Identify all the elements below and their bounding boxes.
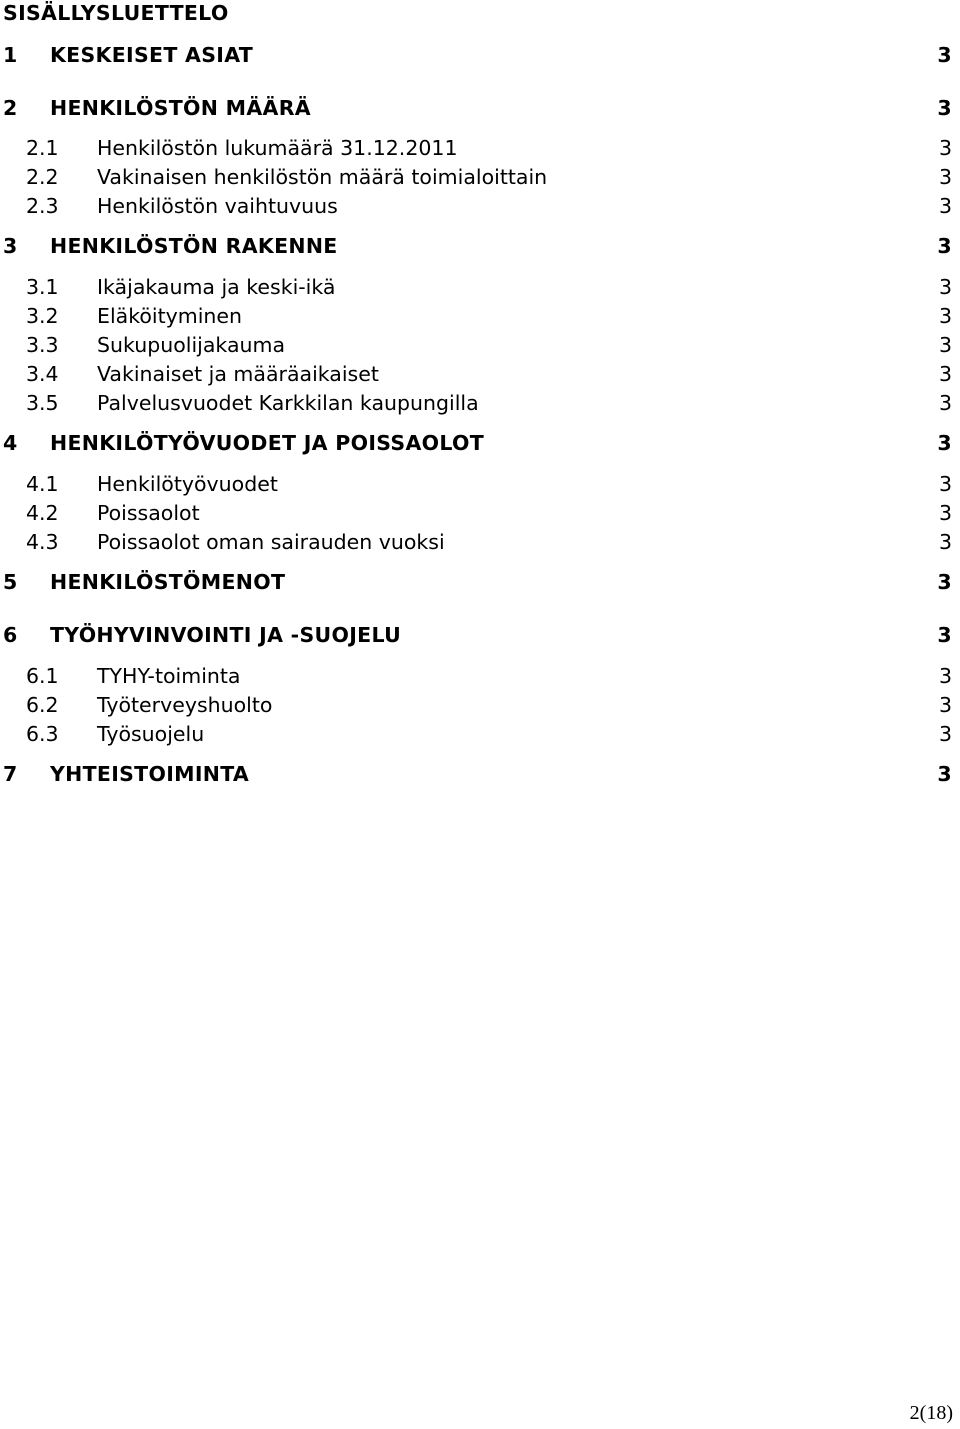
toc-entry-page: 3 [938,391,952,415]
toc-entry[interactable] [0,359,960,389]
toc-entry-page: 3 [938,693,952,717]
toc-entry-label: Vakinaisen henkilöstön määrä toimialoittain [97,165,548,189]
toc-entry-page: 3 [938,472,952,496]
toc-entry[interactable] [0,527,960,557]
toc-entry-page: 3 [937,43,952,67]
toc-entry-page: 3 [938,530,952,554]
toc-entry-label: Poissaolot [97,501,200,525]
toc-entry-number: 3.4 [26,362,59,386]
toc-entry-label: KESKEISET ASIAT [50,43,254,67]
toc-entry[interactable] [0,620,960,650]
toc-entry-label: HENKILÖSTÖMENOT [50,570,286,594]
toc-entry-number: 3 [3,234,18,258]
toc-entry[interactable] [0,231,960,261]
toc-title: SISÄLLYSLUETTELO [3,1,229,25]
toc-entry-label: HENKILÖSTÖN RAKENNE [50,234,338,258]
toc-entry-label: HENKILÖTYÖVUODET JA POISSAOLOT [50,431,484,455]
toc-entry[interactable] [0,272,960,302]
page-number: 2(18) [909,1402,953,1424]
toc-entry-number: 3.5 [26,391,59,415]
toc-entry[interactable] [0,162,960,192]
toc-entry-page: 3 [938,275,952,299]
toc-entry-label: YHTEISTOIMINTA [50,762,250,786]
toc-entry-page: 3 [937,96,952,120]
toc-entry[interactable] [0,133,960,163]
toc-entry-number: 2.3 [26,194,59,218]
toc-entry-page: 3 [937,431,952,455]
toc-entry-number: 3.1 [26,275,59,299]
toc-entry-number: 6 [3,623,18,647]
toc-entry-number: 2.1 [26,136,59,160]
toc-entry-page: 3 [938,304,952,328]
toc-entry-number: 5 [3,570,18,594]
toc-entry-page: 3 [938,194,952,218]
toc-entry-number: 4.2 [26,501,59,525]
toc-entry-number: 7 [3,762,18,786]
toc-entry-label: Eläköityminen [97,304,243,328]
toc-entry[interactable] [0,330,960,360]
toc-entry[interactable] [0,567,960,597]
toc-entry-number: 3.2 [26,304,59,328]
toc-entry[interactable] [0,469,960,499]
toc-entry-number: 3.3 [26,333,59,357]
toc-entry-label: Työsuojelu [97,722,205,746]
toc-entry-label: HENKILÖSTÖN MÄÄRÄ [50,96,311,120]
toc-entry-label: Sukupuolijakauma [97,333,286,357]
toc-entry-page: 3 [938,722,952,746]
toc-entry[interactable] [0,388,960,418]
toc-entry-label: Henkilöstön lukumäärä 31.12.2011 [97,136,458,160]
toc-entry-label: Palvelusvuodet Karkkilan kaupungilla [97,391,479,415]
toc-entry-page: 3 [938,501,952,525]
toc-entry[interactable] [0,191,960,221]
toc-entry[interactable] [0,428,960,458]
toc-entry-page: 3 [937,623,952,647]
toc-entry[interactable] [0,40,960,70]
toc-entry-label: TYHY-toiminta [97,664,241,688]
toc-entry[interactable] [0,93,960,123]
toc-entry-label: Henkilötyövuodet [97,472,278,496]
toc-entry-number: 6.1 [26,664,59,688]
toc-entry[interactable] [0,690,960,720]
toc-entry-page: 3 [938,362,952,386]
toc-entry[interactable] [0,498,960,528]
toc-entry-page: 3 [938,165,952,189]
toc-entry-number: 4.1 [26,472,59,496]
toc-entry-label: Työterveyshuolto [97,693,273,717]
toc-entry-label: Poissaolot oman sairauden vuoksi [97,530,445,554]
toc-entry-label: TYÖHYVINVOINTI JA -SUOJELU [50,623,402,647]
toc-entry-page: 3 [938,333,952,357]
toc-entry-page: 3 [937,234,952,258]
toc-entry[interactable] [0,661,960,691]
toc-entry[interactable] [0,719,960,749]
toc-entry-number: 6.3 [26,722,59,746]
toc-entry-label: Vakinaiset ja määräaikaiset [97,362,379,386]
toc-entry-label: Henkilöstön vaihtuvuus [97,194,338,218]
toc-entry-number: 4.3 [26,530,59,554]
toc-entry[interactable] [0,301,960,331]
toc-entry-page: 3 [937,570,952,594]
toc-entry-number: 2 [3,96,18,120]
toc-entry[interactable] [0,759,960,789]
toc-entry-number: 6.2 [26,693,59,717]
toc-entry-page: 3 [938,664,952,688]
toc-entry-number: 1 [3,43,18,67]
toc-entry-label: Ikäjakauma ja keski-ikä [97,275,336,299]
toc-entry-page: 3 [937,762,952,786]
toc-entry-page: 3 [938,136,952,160]
toc-entry-number: 2.2 [26,165,59,189]
toc-entry-number: 4 [3,431,18,455]
